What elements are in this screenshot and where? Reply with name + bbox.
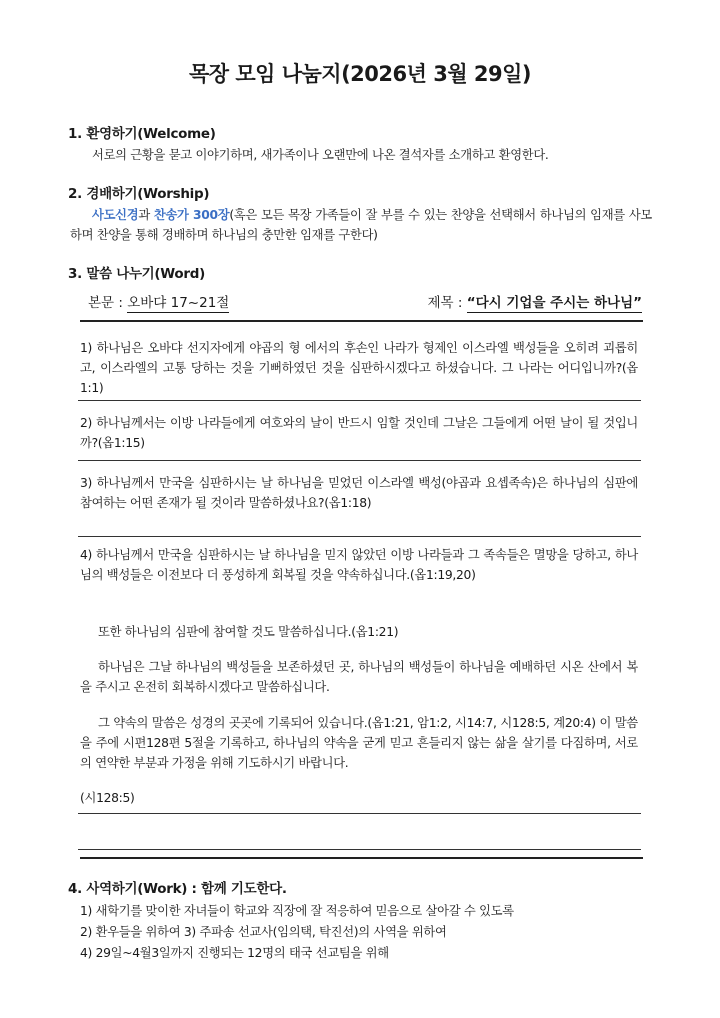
page-title: 목장 모임 나눔지(2026년 3월 29일) <box>188 62 532 86</box>
worship-and: 과 <box>138 208 154 222</box>
question-4: 4) 하나님께서 만국을 심판하시는 날 하나님을 믿지 않았던 이방 나라들과 그 족속들은 멸망을 당하고, 하나님의 백성들은 이전보다 더 풍성하게 회복될 것을 약속하십니다.(옵1:19,20) <box>80 548 638 582</box>
question-1: 1) 하나님은 오바댜 선지자에게 야곱의 형 에서의 후손인 나라가 형제인 이스라엘 백성들을 오히려 괴롭히고, 이스라엘의 고통 당하는 것을 기뻐하였던 것을 심판하시겠다고 하셨습니다. 그 나라는 어디입니까?(옵1:1) <box>80 341 638 395</box>
question-3: 3) 하나님께서 만국을 심판하시는 날 하나님을 믿었던 이스라엘 백성(야곱과 요셉족속)은 하나님의 심판에 참여하는 어떤 존재가 될 것이라 말씀하셨나요?(옵1:18) <box>80 476 638 510</box>
welcome-heading: 1. 환영하기(Welcome) <box>68 126 216 142</box>
hymn-label: 찬송가 300장 <box>153 208 230 222</box>
word-heading: 3. 말씀 나누기(Word) <box>68 266 205 282</box>
paragraph-3: 그 약속의 말씀은 성경의 곳곳에 기록되어 있습니다.(옵1:21, 암1:2, 시14:7, 시128:5, 계20:4) 이 말씀을 주에 시편128편 5절을 기록하고, 하나님의 약속을 굳게 믿고 흔들리지 않는 삶을 살기를 다짐하며, 서로의 연약한 부분과 가정을 위해 기도하시기 바랍니다. <box>80 716 638 770</box>
topic-label: 제목 : <box>427 295 467 311</box>
worship-text-block <box>70 205 652 245</box>
answer-line-2 <box>78 460 641 461</box>
paragraph-1: 또한 하나님의 심판에 참여할 것도 말씀하십니다.(옵1:21) <box>98 625 399 639</box>
prayer-item-1: 1) 새학기를 맞이한 자녀들이 학교와 직장에 잘 적응하여 믿음으로 살아갈 수 있도록 <box>80 904 514 918</box>
section-divider <box>80 857 643 859</box>
verse-ref: (시128:5) <box>80 791 135 805</box>
scripture-ref: 오바댜 17~21절 <box>127 295 230 311</box>
answer-line-5 <box>78 849 641 850</box>
answer-line-4 <box>78 813 641 814</box>
welcome-text: 서로의 근황을 묻고 이야기하며, 새가족이나 오랜만에 나온 결석자를 소개하고 환영한다. <box>92 148 549 162</box>
scripture-label: 본문 : <box>88 295 128 311</box>
creed-label: 사도신경 <box>92 208 139 222</box>
work-heading: 4. 사역하기(Work) : 함께 기도한다. <box>68 881 287 897</box>
prayer-item-3: 4) 29일~4월3일까지 진행되는 12명의 태국 선교팀을 위해 <box>80 946 389 960</box>
prayer-item-2: 2) 환우들을 위하여 3) 주파송 선교사(임의택, 탁진선)의 사역을 위하여 <box>80 925 447 939</box>
answer-line-3 <box>78 536 641 537</box>
worship-text: (혹은 모든 목장 가족들이 잘 부를 수 있는 찬양을 선택해서 하나님의 임재를 사모하며 찬양을 통해 경배하며 하나님의 충만한 임재를 구한다) <box>70 208 652 242</box>
paragraph-2: 하나님은 그날 하나님의 백성들을 보존하셨던 곳, 하나님의 백성들이 하나님을 예배하던 시온 산에서 복을 주시고 온전히 회복하시겠다고 말씀하십니다. <box>80 660 638 694</box>
sermon-topic: “다시 기업을 주시는 하나님” <box>466 295 642 311</box>
question-2: 2) 하나님께서는 이방 나라들에게 여호와의 날이 반드시 임할 것인데 그날은 그들에게 어떤 날이 될 것입니까?(옵1:15) <box>80 416 638 450</box>
scripture-line <box>88 291 229 311</box>
header-divider <box>80 320 643 322</box>
worship-heading: 2. 경배하기(Worship) <box>68 186 210 202</box>
answer-line-1 <box>78 400 641 401</box>
topic-line <box>427 291 642 311</box>
